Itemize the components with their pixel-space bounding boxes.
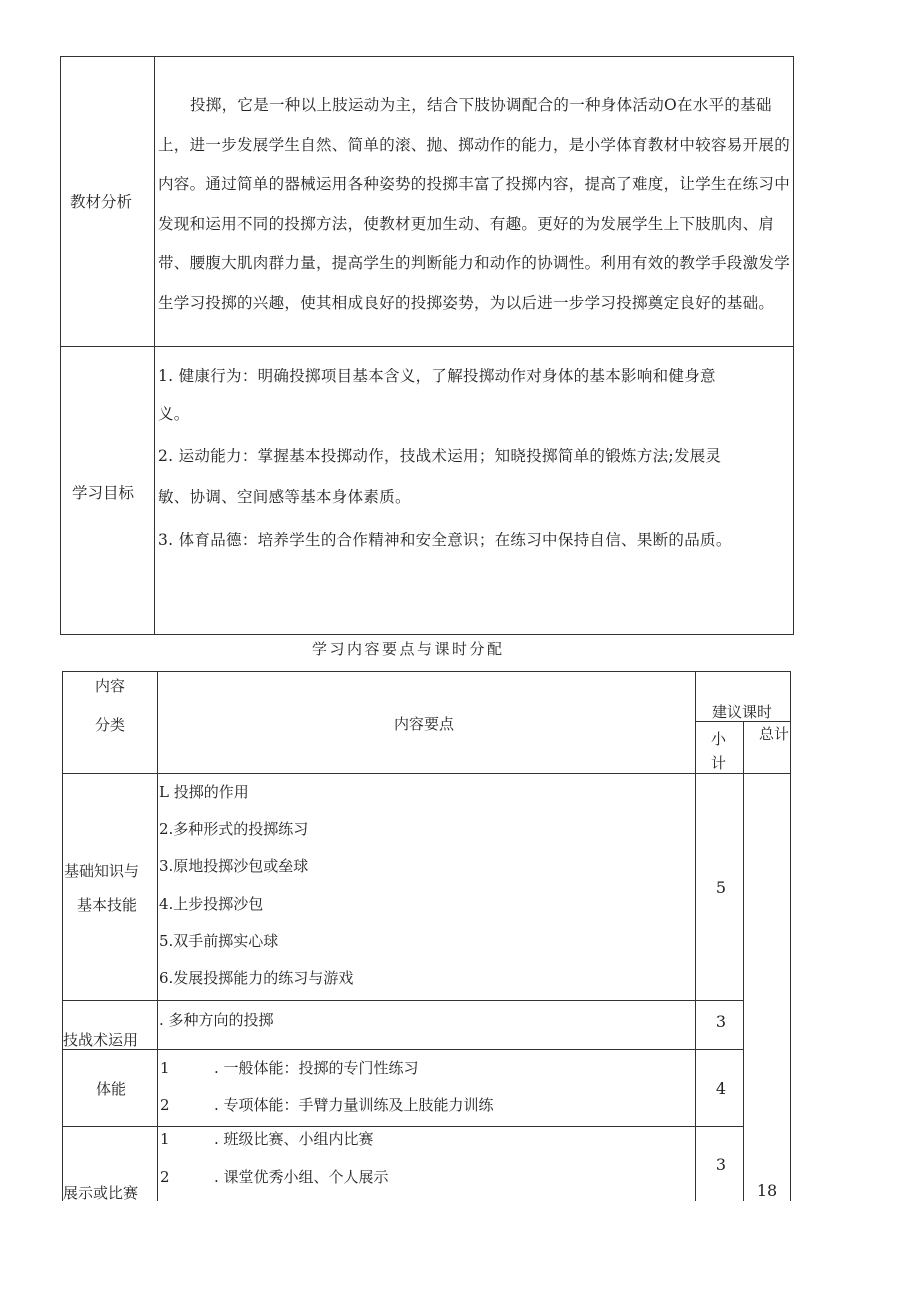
analysis-label: 教材分析 <box>70 193 133 211</box>
row3-item-1-no: 1 <box>160 1059 170 1077</box>
row1-item-1: L 投掷的作用 <box>159 783 249 801</box>
goal-item-1: 1. 健康行为：明确投掷项目基本含义，了解投掷动作对身体的基本影响和健身意 <box>158 367 716 385</box>
header-subtotal-line1: 小 <box>711 730 727 748</box>
row1-item-3: 3.原地投掷沙包或垒球 <box>159 857 309 875</box>
row2-item-1: . 多种方向的投掷 <box>159 1011 274 1029</box>
header-total: 总计 <box>759 725 790 743</box>
row2-category: 技战术运用 <box>63 1031 139 1049</box>
row2-subtotal: 3 <box>715 1012 727 1031</box>
row3-subtotal: 4 <box>715 1079 727 1098</box>
row4-item-2-no: 2 <box>160 1168 170 1186</box>
row3-category: 体能 <box>96 1080 127 1098</box>
goal-item-3: 3. 体育品德：培养学生的合作精神和安全意识；在练习中保持自信、果断的品质。 <box>158 531 732 549</box>
analysis-paragraph: 投掷，它是一种以上肢运动为主，结合下肢协调配合的一种身体活动O在水平的基础上，进一步发展学生自然、简单的滚、抛、掷动作的能力，是小学体育教材中较容易开展的内容。通过简单的器械运用各种姿势的投掷丰富了投掷内容，提高了难度，让学生在练习中发现和运用不同的投掷方法，使教材更加生动、有趣。更好的为发展学生上下肢肌肉、肩带、腰腹大肌肉群力量，提高学生的判断能力和动作的协调性。利用有效的教学手段激发学生学习投掷的兴趣，使其相成良好的投掷姿势，为以后进一步学习投掷奠定良好的基础。 <box>158 96 791 312</box>
analysis-text <box>158 86 794 323</box>
goals-label: 学习目标 <box>72 484 135 502</box>
row4-item-2: . 课堂优秀小组、个人展示 <box>214 1168 389 1186</box>
header-hours: 建议课时 <box>712 703 773 721</box>
row1-category-line2: 基本技能 <box>77 896 138 914</box>
goal-item-2-cont: 敏、协调、空间感等基本身体素质。 <box>158 488 411 506</box>
header-subtotal-line2: 计 <box>711 754 727 772</box>
grand-total: 18 <box>756 1181 778 1200</box>
row1-item-5: 5.双手前掷实心球 <box>159 932 279 950</box>
row3-item-2: . 专项体能：手臂力量训练及上肢能力训练 <box>214 1096 494 1114</box>
goal-item-1-cont: 义。 <box>158 405 190 423</box>
goal-item-2: 2. 运动能力：掌握基本投掷动作，技战术运用；知晓投掷简单的锻炼方法;发展灵 <box>158 447 722 465</box>
row1-item-2: 2.多种形式的投掷练习 <box>159 820 309 838</box>
row1-item-6: 6.发展投掷能力的练习与游戏 <box>159 969 354 987</box>
row1-item-4: 4.上步投掷沙包 <box>159 895 264 913</box>
row4-item-1-no: 1 <box>160 1130 170 1148</box>
table-title: 学习内容要点与课时分配 <box>312 640 505 658</box>
row3-item-2-no: 2 <box>160 1096 170 1114</box>
header-category-line2: 分类 <box>95 716 126 734</box>
row1-subtotal: 5 <box>715 878 727 897</box>
row4-subtotal: 3 <box>715 1155 727 1174</box>
row1-category-line1: 基础知识与 <box>64 862 140 880</box>
header-category-line1: 内容 <box>95 677 126 695</box>
row3-item-1: . 一般体能：投掷的专门性练习 <box>214 1059 419 1077</box>
header-points: 内容要点 <box>394 715 455 733</box>
row4-item-1: . 班级比赛、小组内比赛 <box>214 1130 374 1148</box>
row4-category: 展示或比赛 <box>63 1184 139 1202</box>
